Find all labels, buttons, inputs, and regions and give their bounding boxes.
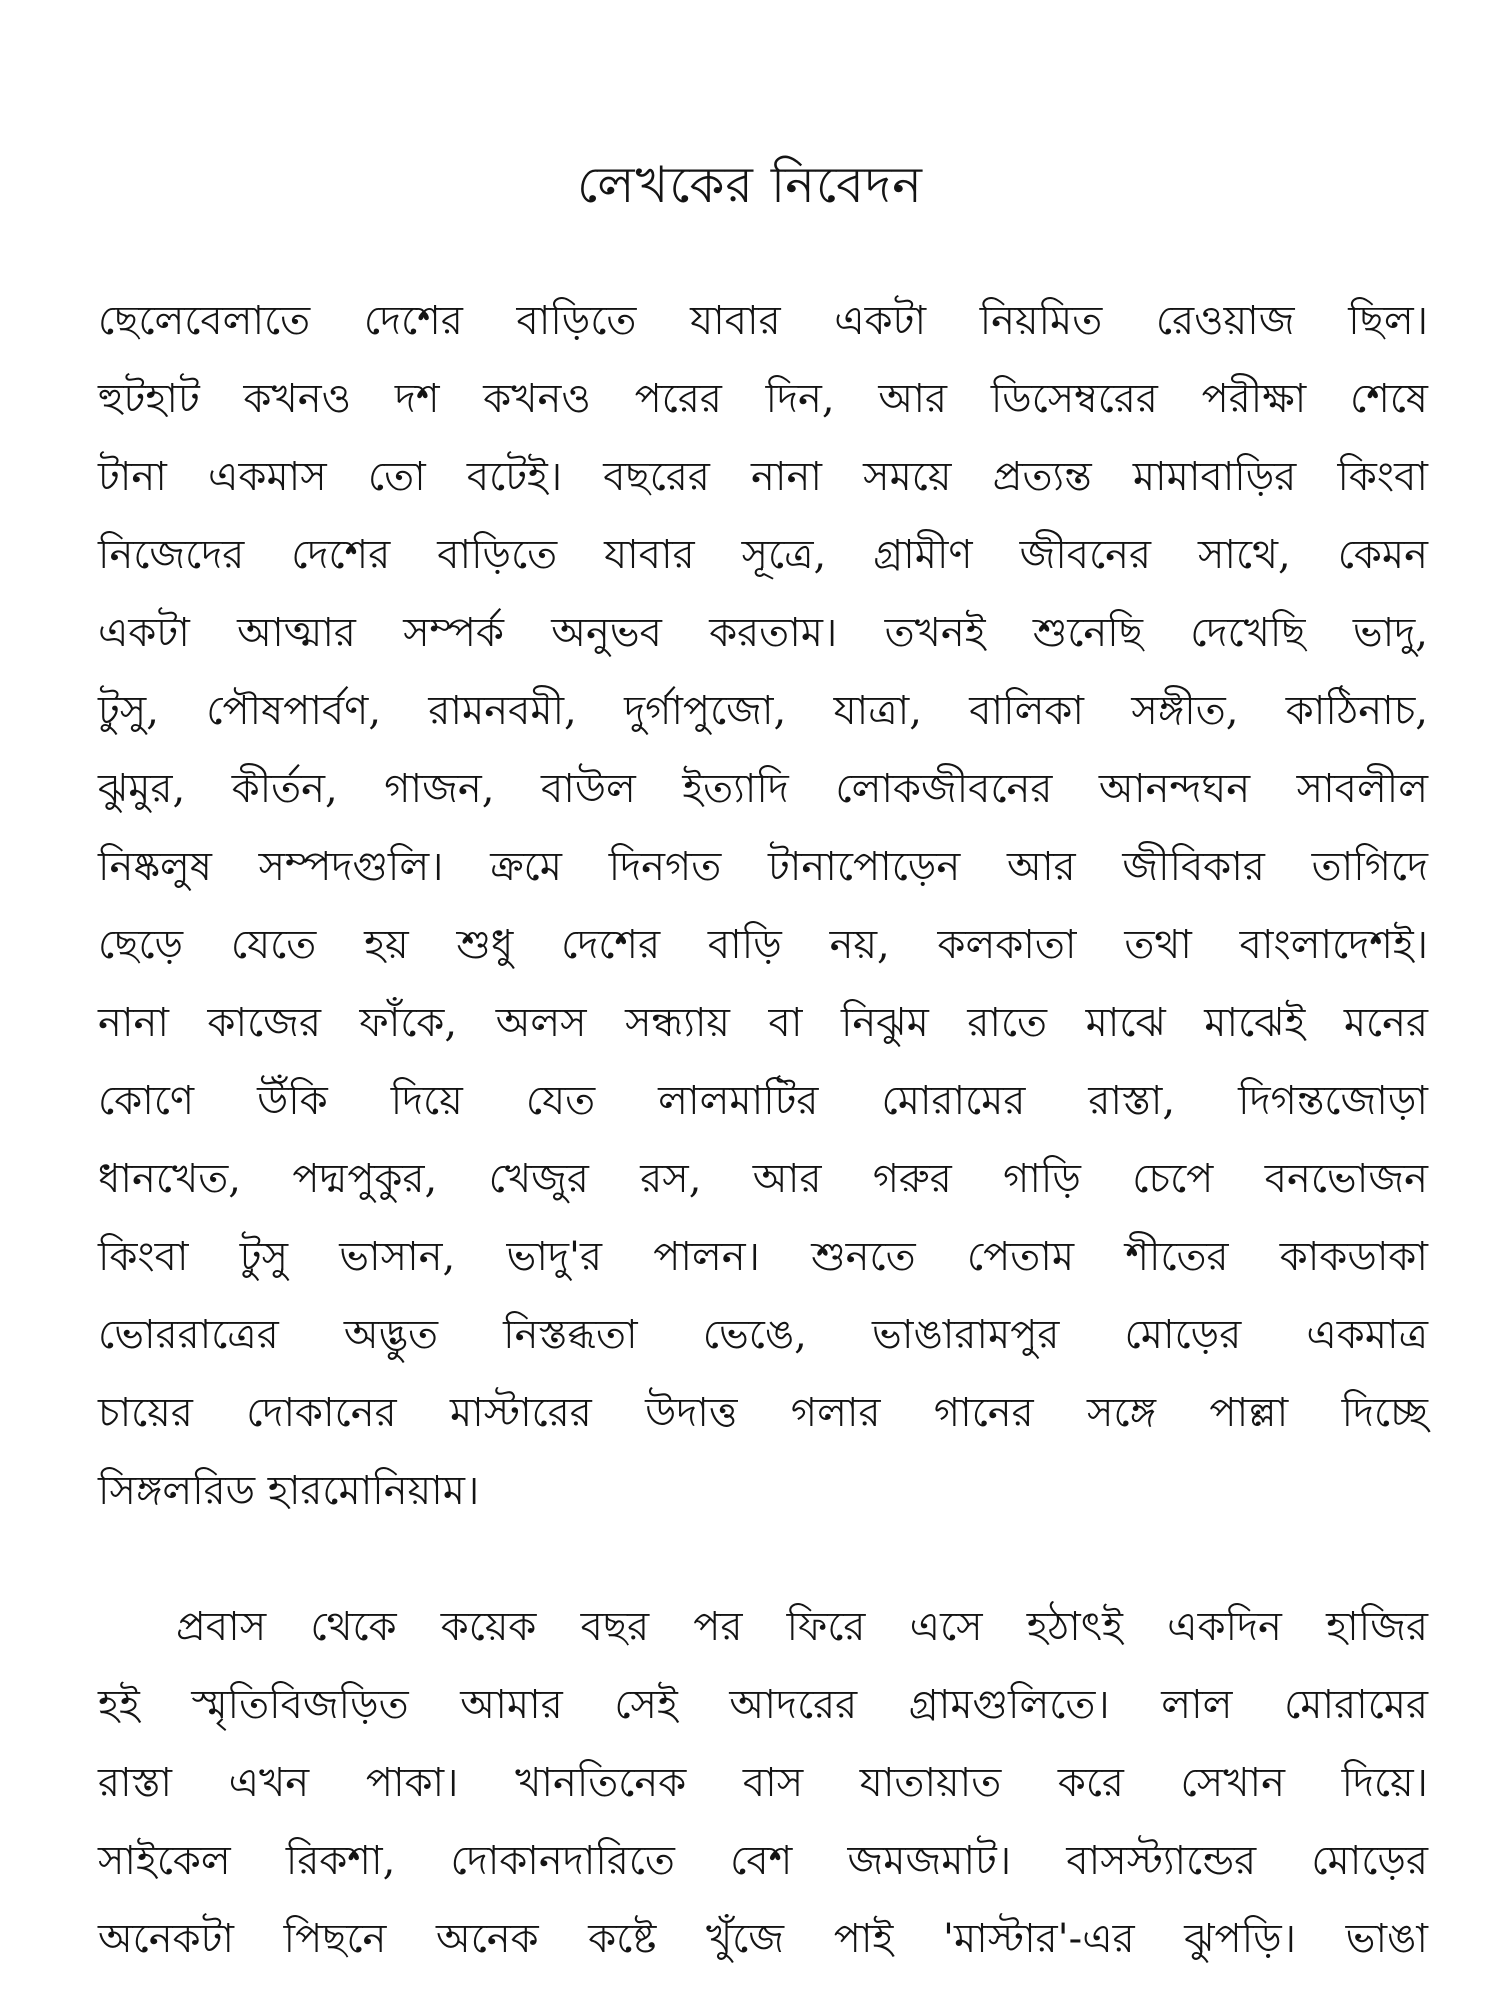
text-line: প্রবাস থেকে কয়েক বছর পর ফিরে এসে হঠাৎই একদিন হাজির <box>176 1604 1428 1650</box>
text-line: টুসু, পৌষপার্বণ, রামনবমী, দুর্গাপুজো, যাত্রা, বালিকা সঙ্গীত, কাঠিনাচ, <box>98 688 1428 734</box>
text-line: চায়ের দোকানের মাস্টারের উদাত্ত গলার গানের সঙ্গে পাল্লা দিচ্ছে <box>98 1390 1428 1436</box>
paragraph-gap <box>98 1530 1428 1588</box>
text-line: নিজেদের দেশের বাড়িতে যাবার সূত্রে, গ্রামীণ জীবনের সাথে, কেমন <box>98 532 1428 578</box>
paragraph-2 <box>98 1588 1428 1978</box>
text-line: ছেলেবেলাতে দেশের বাড়িতে যাবার একটা নিয়মিত রেওয়াজ ছিল। <box>98 298 1428 344</box>
text-line: হুটহাট কখনও দশ কখনও পরের দিন, আর ডিসেম্বরের পরীক্ষা শেষে <box>98 376 1428 422</box>
text-line: নিষ্কলুষ সম্পদগুলি। ক্রমে দিনগত টানাপোড়েন আর জীবিকার তাগিদে <box>98 844 1428 890</box>
text-line: নানা কাজের ফাঁকে, অলস সন্ধ্যায় বা নিঝুম রাতে মাঝে মাঝেই মনের <box>98 1000 1428 1046</box>
text-line: টানা একমাস তো বটেই। বছরের নানা সময়ে প্রত্যন্ত মামাবাড়ির কিংবা <box>98 454 1428 500</box>
text-line: কোণে উঁকি দিয়ে যেত লালমাটির মোরামের রাস্তা, দিগন্তজোড়া <box>98 1078 1428 1124</box>
text-line: রাস্তা এখন পাকা। খানতিনেক বাস যাতায়াত করে সেখান দিয়ে। <box>98 1760 1428 1806</box>
text-line: হই স্মৃতিবিজড়িত আমার সেই আদরের গ্রামগুলিতে। লাল মোরামের <box>98 1682 1428 1728</box>
text-line: ঝুমুর, কীর্তন, গাজন, বাউল ইত্যাদি লোকজীবনের আনন্দঘন সাবলীল <box>98 766 1428 812</box>
text-line: অনেকটা পিছনে অনেক কষ্টে খুঁজে পাই 'মাস্টার'-এর ঝুপড়ি। ভাঙা <box>98 1916 1428 1962</box>
paragraph-1 <box>98 282 1428 1530</box>
page-body <box>98 282 1428 1978</box>
text-line: সাইকেল রিকশা, দোকানদারিতে বেশ জমজমাট। বাসস্ট্যান্ডের মোড়ের <box>98 1838 1428 1884</box>
text-line: একটা আত্মার সম্পর্ক অনুভব করতাম। তখনই শুনেছি দেখেছি ভাদু, <box>98 610 1428 656</box>
text-line: ভোররাত্রের অদ্ভুত নিস্তব্ধতা ভেঙে, ভাঙারামপুর মোড়ের একমাত্র <box>98 1312 1428 1358</box>
text-line: কিংবা টুসু ভাসান, ভাদু'র পালন। শুনতে পেতাম শীতের কাকডাকা <box>98 1234 1428 1280</box>
text-line: ধানখেত, পদ্মপুকুর, খেজুর রস, আর গরুর গাড়ি চেপে বনভোজন <box>98 1156 1428 1202</box>
page-title: লেখকের নিবেদন <box>576 156 924 214</box>
text-line: সিঙ্গলরিড হারমোনিয়াম। <box>98 1468 480 1514</box>
text-line: ছেড়ে যেতে হয় শুধু দেশের বাড়ি নয়, কলকাতা তথা বাংলাদেশই। <box>98 922 1428 968</box>
